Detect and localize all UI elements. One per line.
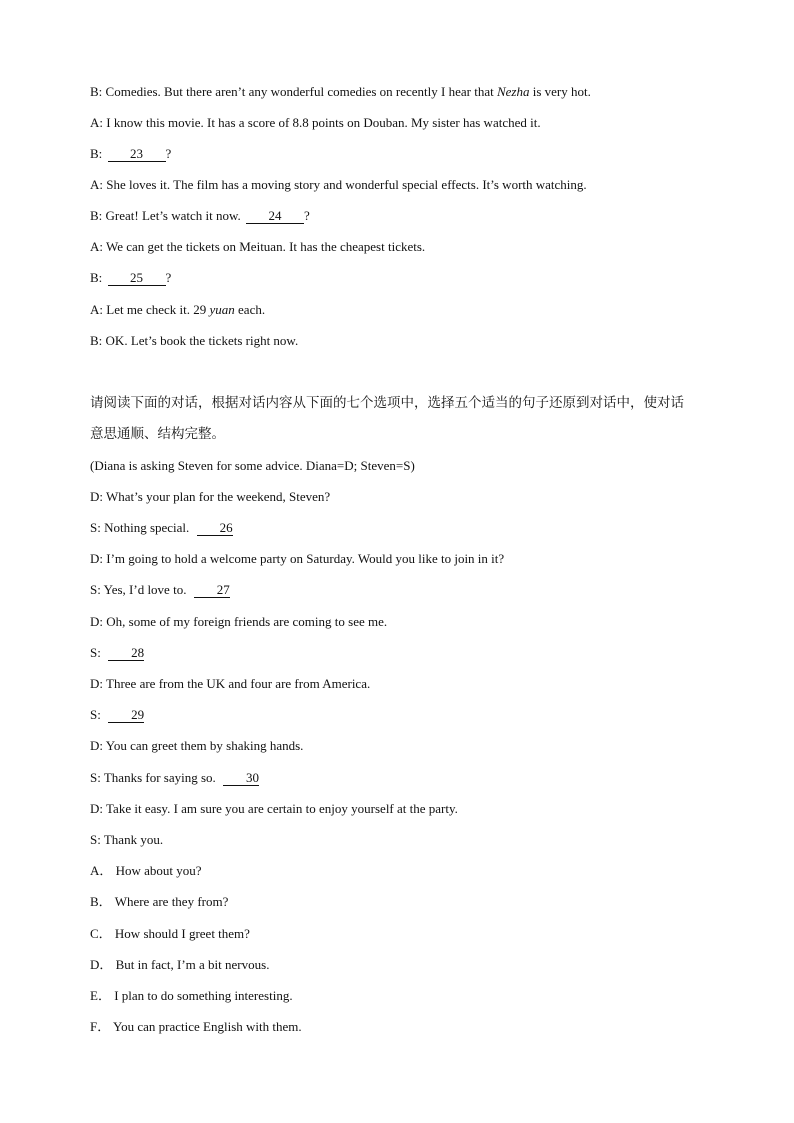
dialogue-context: (Diana is asking Steven for some advice. Diana=D; Steven=S)	[90, 458, 415, 473]
speaker-label: S:	[90, 707, 101, 722]
answer-blank-27[interactable]: 27	[194, 583, 230, 598]
dialogue-text: She loves it. The film has a moving story and wonderful special effects. It’s worth watching.	[106, 177, 587, 192]
dialogue2-line-11	[90, 801, 458, 817]
dialogue1-line-5	[90, 208, 310, 224]
dialogue-text: Comedies. But there aren’t any wonderful comedies on recently I hear that	[105, 84, 497, 99]
option-a[interactable]	[90, 863, 202, 879]
option-letter: C．	[90, 926, 112, 941]
option-letter: A．	[90, 863, 113, 878]
speaker-label: A:	[90, 302, 103, 317]
dialogue1-line-2	[90, 115, 541, 131]
dialogue-text: Oh, some of my foreign friends are coming to see me.	[106, 614, 388, 629]
option-d[interactable]	[90, 957, 269, 973]
dialogue2-line-8	[90, 707, 144, 723]
option-letter: B．	[90, 894, 112, 909]
dialogue2-line-9	[90, 738, 303, 754]
speaker-label: D:	[90, 489, 103, 504]
dialogue-text: is very hot.	[529, 84, 591, 99]
speaker-label: B:	[90, 146, 103, 161]
speaker-label: D:	[90, 801, 103, 816]
speaker-label: A:	[90, 115, 103, 130]
speaker-label: S:	[90, 645, 101, 660]
speaker-label: S:	[90, 832, 101, 847]
answer-blank-29[interactable]: 29	[108, 708, 144, 723]
dialogue2-line-1	[90, 489, 330, 505]
currency-word: yuan	[209, 302, 235, 317]
speaker-label: B:	[90, 333, 103, 348]
dialogue1-line-6	[90, 239, 425, 255]
option-letter: D．	[90, 957, 113, 972]
speaker-label: S:	[90, 770, 101, 785]
dialogue-text: Take it easy. I am sure you are certain to enjoy yourself at the party.	[106, 801, 458, 816]
dialogue1-line-3	[90, 146, 171, 162]
option-text: But in fact, I’m a bit nervous.	[115, 957, 270, 972]
dialogue2-line-7	[90, 676, 370, 692]
instructions-line-2: 意思通顺、结构完整。	[90, 426, 225, 442]
instructions-line-1: 请阅读下面的对话，根据对话内容从下面的七个选项中，选择五个适当的句子还原到对话中，使对话	[90, 395, 684, 411]
dialogue2-line-5	[90, 614, 387, 630]
option-text: How should I greet them?	[114, 926, 250, 941]
option-text: I plan to do something interesting.	[114, 988, 293, 1003]
answer-blank-23[interactable]: 23	[108, 147, 166, 162]
speaker-label: S:	[90, 520, 101, 535]
dialogue1-line-4	[90, 177, 587, 193]
dialogue-text: What’s your plan for the weekend, Steven?	[106, 489, 331, 504]
option-e[interactable]	[90, 988, 293, 1004]
speaker-label: B:	[90, 270, 103, 285]
option-b[interactable]	[90, 894, 228, 910]
dialogue-text: Thanks for saying so.	[103, 770, 216, 785]
option-letter: F．	[90, 1019, 111, 1034]
dialogue1-line-9	[90, 333, 298, 349]
dialogue2-line-6	[90, 645, 144, 661]
option-c[interactable]	[90, 926, 250, 942]
speaker-label: S:	[90, 582, 101, 597]
speaker-label: A:	[90, 177, 103, 192]
dialogue-text: Nothing special.	[104, 520, 190, 535]
dialogue-text: Three are from the UK and four are from America.	[106, 676, 371, 691]
question-mark: ?	[165, 146, 172, 161]
option-text: You can practice English with them.	[113, 1019, 302, 1034]
speaker-label: D:	[90, 614, 103, 629]
answer-blank-26[interactable]: 26	[197, 521, 233, 536]
dialogue2-line-3	[90, 551, 504, 567]
dialogue1-line-7	[90, 270, 171, 286]
answer-blank-28[interactable]: 28	[108, 646, 144, 661]
speaker-label: B:	[90, 208, 103, 223]
option-f[interactable]	[90, 1019, 302, 1035]
dialogue-text: OK. Let’s book the tickets right now.	[105, 333, 299, 348]
dialogue1-line-1	[90, 84, 591, 100]
dialogue-text: I know this movie. It has a score of 8.8 points on Douban. My sister has watched it.	[106, 115, 541, 130]
answer-blank-30[interactable]: 30	[223, 771, 259, 786]
dialogue2-line-2	[90, 520, 233, 536]
dialogue2-line-10	[90, 770, 259, 786]
question-mark: ?	[165, 270, 172, 285]
dialogue-text: We can get the tickets on Meituan. It has the cheapest tickets.	[106, 239, 426, 254]
dialogue2-line-4	[90, 582, 230, 598]
answer-blank-25[interactable]: 25	[108, 271, 166, 286]
speaker-label: D:	[90, 676, 103, 691]
dialogue2-line-12	[90, 832, 163, 848]
dialogue-text: Great! Let’s watch it now.	[105, 208, 241, 223]
dialogue-text: Thank you.	[103, 832, 164, 847]
answer-blank-24[interactable]: 24	[246, 209, 304, 224]
movie-title: Nezha	[496, 84, 530, 99]
dialogue-text: Yes, I’d love to.	[103, 582, 187, 597]
dialogue-text: I’m going to hold a welcome party on Saturday. Would you like to join in it?	[106, 551, 505, 566]
dialogue-text: Let me check it. 29	[106, 302, 210, 317]
speaker-label: A:	[90, 239, 103, 254]
option-text: Where are they from?	[114, 894, 229, 909]
speaker-label: D:	[90, 738, 103, 753]
speaker-label: B:	[90, 84, 103, 99]
option-text: How about you?	[115, 863, 202, 878]
speaker-label: D:	[90, 551, 103, 566]
dialogue-text: You can greet them by shaking hands.	[105, 738, 304, 753]
question-mark: ?	[304, 208, 310, 223]
dialogue-text: each.	[234, 302, 266, 317]
option-letter: E．	[90, 988, 111, 1003]
dialogue1-line-8	[90, 302, 265, 318]
